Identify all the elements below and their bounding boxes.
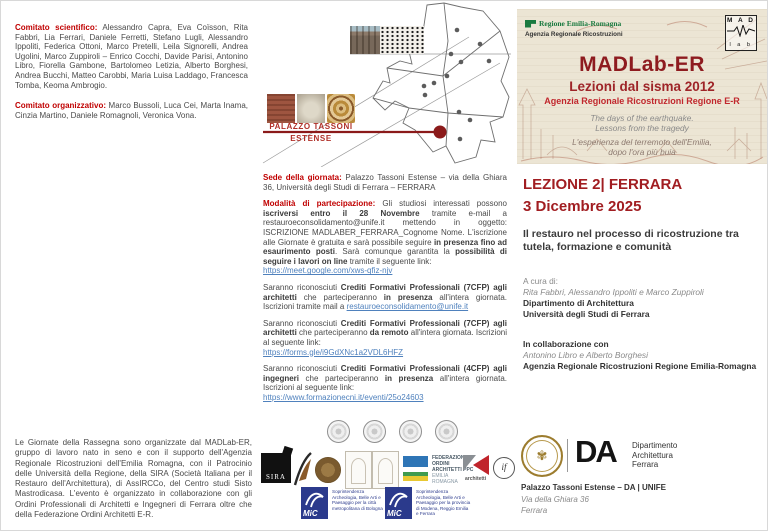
committees-block: [15, 23, 248, 127]
tagline-it-line2: dopo l'ora più buia: [608, 147, 676, 157]
credits-mode: da remoto: [369, 328, 409, 338]
damage-pattern-image: [380, 26, 424, 54]
credits-text: Saranno riconosciuti: [263, 318, 341, 328]
madlab-logo-bottom: l a b: [729, 42, 753, 48]
credits-architects-remote: [263, 319, 507, 357]
event-header-banner: [517, 9, 767, 164]
organizing-committee: [15, 101, 248, 120]
federation-line: ROMAGNA: [432, 479, 458, 485]
credits-mode: in presenza: [383, 292, 433, 302]
facade-photo-strip: [350, 26, 424, 54]
organizing-committee-names: Marco Bussoli, Luca Cei, Marta Inama, Cinzia Martino, Daniele Romagnoli, Veronica Vona.: [15, 101, 248, 120]
brick-facade-photo: [267, 94, 295, 123]
tagline-italian: [517, 137, 767, 157]
madlab-logo-top: M A D: [727, 17, 755, 24]
venue-label: Sede della giornata:: [263, 173, 342, 182]
scientific-committee: [15, 23, 248, 90]
lecture-heading: LEZIONE 2| FERRARA: [523, 176, 683, 193]
mic-logo: [301, 487, 328, 519]
credits-bold: Crediti Formativi Professionali (7CFP) agli architetti: [263, 318, 507, 338]
da-dept-line1: Dipartimento: [632, 441, 678, 450]
credits-bold: Crediti Formativi Professionali (4CFP) agli ingegneri: [263, 364, 507, 383]
mic-label: MiC: [387, 509, 402, 518]
federation-line: FEDERAZIONE: [432, 455, 468, 461]
cni-link[interactable]: https://www.formazionecni.it/eventi/25o24603: [263, 392, 424, 402]
deadline-text: iscriversi entro il 28 Novembre: [263, 208, 420, 218]
participation-text: . Sarà comunque garantita la: [334, 247, 456, 257]
seismograph-icon: [727, 25, 755, 37]
regione-name: Regione Emilia-Romagna: [539, 19, 622, 28]
venue-map-label-line2: ESTENSE: [290, 134, 332, 143]
ceiling-ornament-photo: [327, 94, 355, 123]
red-triangle-icon: [473, 455, 489, 475]
soprintendenza-bologna: [301, 487, 388, 519]
participation-text: Gli studiosi interessati possono: [375, 199, 508, 209]
interior-hall-photo: [297, 94, 325, 123]
collaboration-label: In collaborazione con: [523, 339, 609, 349]
mic-label: MiC: [303, 509, 318, 518]
assircco-bird-icon: [291, 451, 313, 487]
tagline-it-line1: L'esperienza del terremoto dell'Emilia,: [572, 137, 712, 147]
meet-link[interactable]: https://meet.google.com/xws-qfiz-njv: [263, 266, 393, 276]
tagline-english: [517, 113, 767, 133]
collaboration-names: Antonino Libro e Alberto Borghesi: [523, 350, 648, 360]
federation-line: ORDINI: [432, 461, 450, 467]
federation-line: EMILIA: [432, 473, 449, 479]
university-seals: [327, 420, 458, 443]
tagline-en-line2: Lessons from the tragedy: [595, 123, 689, 133]
unife-seal-icon: ✾: [521, 435, 563, 477]
scientific-committee-label: Comitato scientifico:: [15, 23, 98, 32]
architects-word: architetti: [465, 476, 487, 482]
agenzia-subtitle: Agenzia Regionale Ricostruzioni: [525, 31, 623, 38]
order-architects-ferrara-logo: [463, 455, 489, 481]
partner-logos: [257, 419, 513, 531]
da-department-text: [632, 441, 677, 470]
curators-names: Rita Fabbri, Alessandro Ippoliti e Marco Zuppiroli: [523, 287, 704, 297]
soprintendenza-modena-text: Soprintendenza Archeologia, Belle Arti e Paesaggio per la provincia di Modena, Reggio Emilia e Ferrara: [416, 489, 471, 517]
university-seal-icon: [399, 420, 422, 443]
emilia-romagna-flag-icon: [403, 456, 428, 481]
lecture-block: [523, 176, 763, 372]
venue-paragraph: [263, 173, 507, 192]
organizers-note: [15, 438, 252, 527]
event-subtitle: Lezioni dal sisma 2012: [569, 79, 715, 94]
da-logo: DA: [575, 434, 616, 469]
participation-paragraph: [263, 199, 507, 276]
address-line2: Via della Ghiara 36: [521, 494, 589, 504]
mic-logo: [385, 487, 412, 519]
forms-link[interactable]: https://forms.gle/i9GdXNc1a2VDL6HFZ: [263, 347, 404, 357]
da-dept-line3: Ferrara: [632, 460, 659, 469]
credits-text: che parteciperanno: [296, 328, 370, 338]
lecture-title: Il restauro nel processo di ricostruzione tra tutela, formazione e comunità: [523, 228, 739, 253]
madlab-logo: [725, 15, 757, 51]
collaboration-block: [523, 339, 763, 372]
lecture-date: 3 Dicembre 2025: [523, 198, 642, 215]
university-seal-icon: [327, 420, 350, 443]
curators-department: Dipartimento di Architettura: [523, 298, 634, 308]
event-title-block: [517, 53, 767, 157]
palazzo-facade-photo: [350, 26, 380, 54]
participation-text: tramite il seguente link:: [347, 256, 432, 266]
university-seal-icon: [435, 420, 458, 443]
curators-university: Università degli Studi di Ferrara: [523, 309, 650, 319]
event-title: MADLab-ER: [579, 53, 705, 76]
credits-text: all'intera giornata. Iscrizioni al seguente link:: [263, 328, 508, 347]
arch-etching-icon: [372, 451, 399, 489]
curators-block: [523, 276, 763, 320]
sira-label: SIRA: [266, 473, 286, 481]
location-map: [257, 1, 513, 167]
credits-text: all'intera giornata. Iscrizioni tramite mail a: [263, 292, 507, 312]
in-person-text: in presenza fino ad esaurimento posti: [263, 237, 507, 257]
if-stamp-logo: if: [493, 457, 515, 479]
collaboration-agency: Agenzia Regionale Ricostruzioni Regione Emilia-Romagna: [523, 361, 757, 371]
credits-text: all'intera giornata. Iscrizioni al seguente link:: [263, 373, 508, 393]
address-line1: Palazzo Tassoni Estense – DA | UNIFE: [521, 483, 666, 492]
credits-bold: Crediti Formativi Professionali (7CFP) agli architetti: [263, 282, 507, 302]
organizers-note-text: Le Giornate della Rassegna sono organizzate dal MADLab-ER, gruppo di lavoro nato in seno e con il supporto dell'Agenzia Regionale Ricostruzioni dell'Emilia Romagna, con il Patrocinio delle Università della Regione, della SIRA (Società Italiana per il Restauro dell'Architettura), di AssIRCCo, del Centro studi Sisto Mastrodicasa. L'evento è organizzato in collaborazione con gli Ordini Professionali di Architetti e Ingegneri di Ferrara oltre che della Federazione Ordini Architetti E-R.: [15, 438, 252, 520]
mail-link[interactable]: restauroeconsolidamento@unife.it: [346, 302, 469, 312]
venue-address-block: [521, 482, 666, 517]
venue-text: Palazzo Tassoni Estense – via della Ghiara 36, Università degli Studi di Ferrara – FERRARA: [263, 173, 507, 192]
logo-divider: [567, 439, 568, 472]
credits-architects-presence: [263, 283, 507, 312]
regione-logo-icon: [525, 20, 536, 28]
da-dept-line2: Architettura: [632, 450, 673, 460]
event-info-block: [263, 173, 507, 409]
event-organizer: Agenzia Regionale Ricostruzioni Regione E-R: [544, 96, 740, 106]
credits-engineers-presence: [263, 364, 507, 402]
soprintendenza-bologna-text: Soprintendenza Archeologia, Belle Arti e Paesaggio per la città metropolitana di Bologna: [332, 489, 383, 511]
credits-text: che parteciperanno: [296, 292, 384, 302]
arch-etching-icon: [345, 451, 372, 489]
curators-label: A cura di:: [523, 276, 558, 286]
credits-text: Saranno riconosciuti: [263, 282, 341, 292]
federation-line: ARCHITETTI PPC: [432, 467, 474, 473]
regione-emilia-romagna-logo: [525, 19, 623, 38]
participation-text: tramite e-mail a restauroeconsolidamento@unife.it mettendo in oggetto: ISCRIZIONE MADLABER_FERRARA_Cognome Nome. L'iscrizione alle Giornate è gratuita e sarà possibile seguire: [263, 208, 508, 247]
credits-mode: in presenza: [384, 373, 434, 383]
organizing-committee-label: Comitato organizzativo:: [15, 101, 106, 111]
university-seal-icon: [363, 420, 386, 443]
credits-text: Saranno riconosciuti: [263, 364, 341, 374]
mastrodicasa-seal-icon: [315, 457, 341, 483]
address-line3: Ferrara: [521, 506, 548, 515]
tagline-en-line1: The days of the earthquake.: [590, 113, 694, 123]
scientific-committee-names: Alessandro Capra, Eva Coïsson, Rita Fabbri, Lia Ferrari, Daniele Ferretti, Stefano Lugli, Alessandro Ippoliti, Federica Ottoni, Marco Pretelli, Leila Signorelli, Andrea Ugolini, Marco Zuppiroli – Enrico Cocchi, Davide Parisi, Antonino Libro, Fiorella Gambone, Bartolomeo Letizia, Alberto Borghesi, Andrea Bucchi, Matteo Carobbi, Maria Luisa Laddago, Francesca Tomba, Keoma Ambrogio.: [15, 23, 248, 90]
online-text: possibilità di seguire i lavori on line: [263, 247, 507, 266]
venue-map-label-line1: PALAZZO TASSONI: [269, 122, 353, 131]
venue-marker-dot: [434, 126, 447, 139]
palazzo-photos: [267, 94, 355, 123]
soprintendenza-modena: [385, 487, 472, 519]
sira-logo: [261, 453, 291, 483]
participation-label: Modalità di partecipazione:: [263, 199, 376, 209]
credits-text: che parteciperanno: [299, 373, 385, 383]
